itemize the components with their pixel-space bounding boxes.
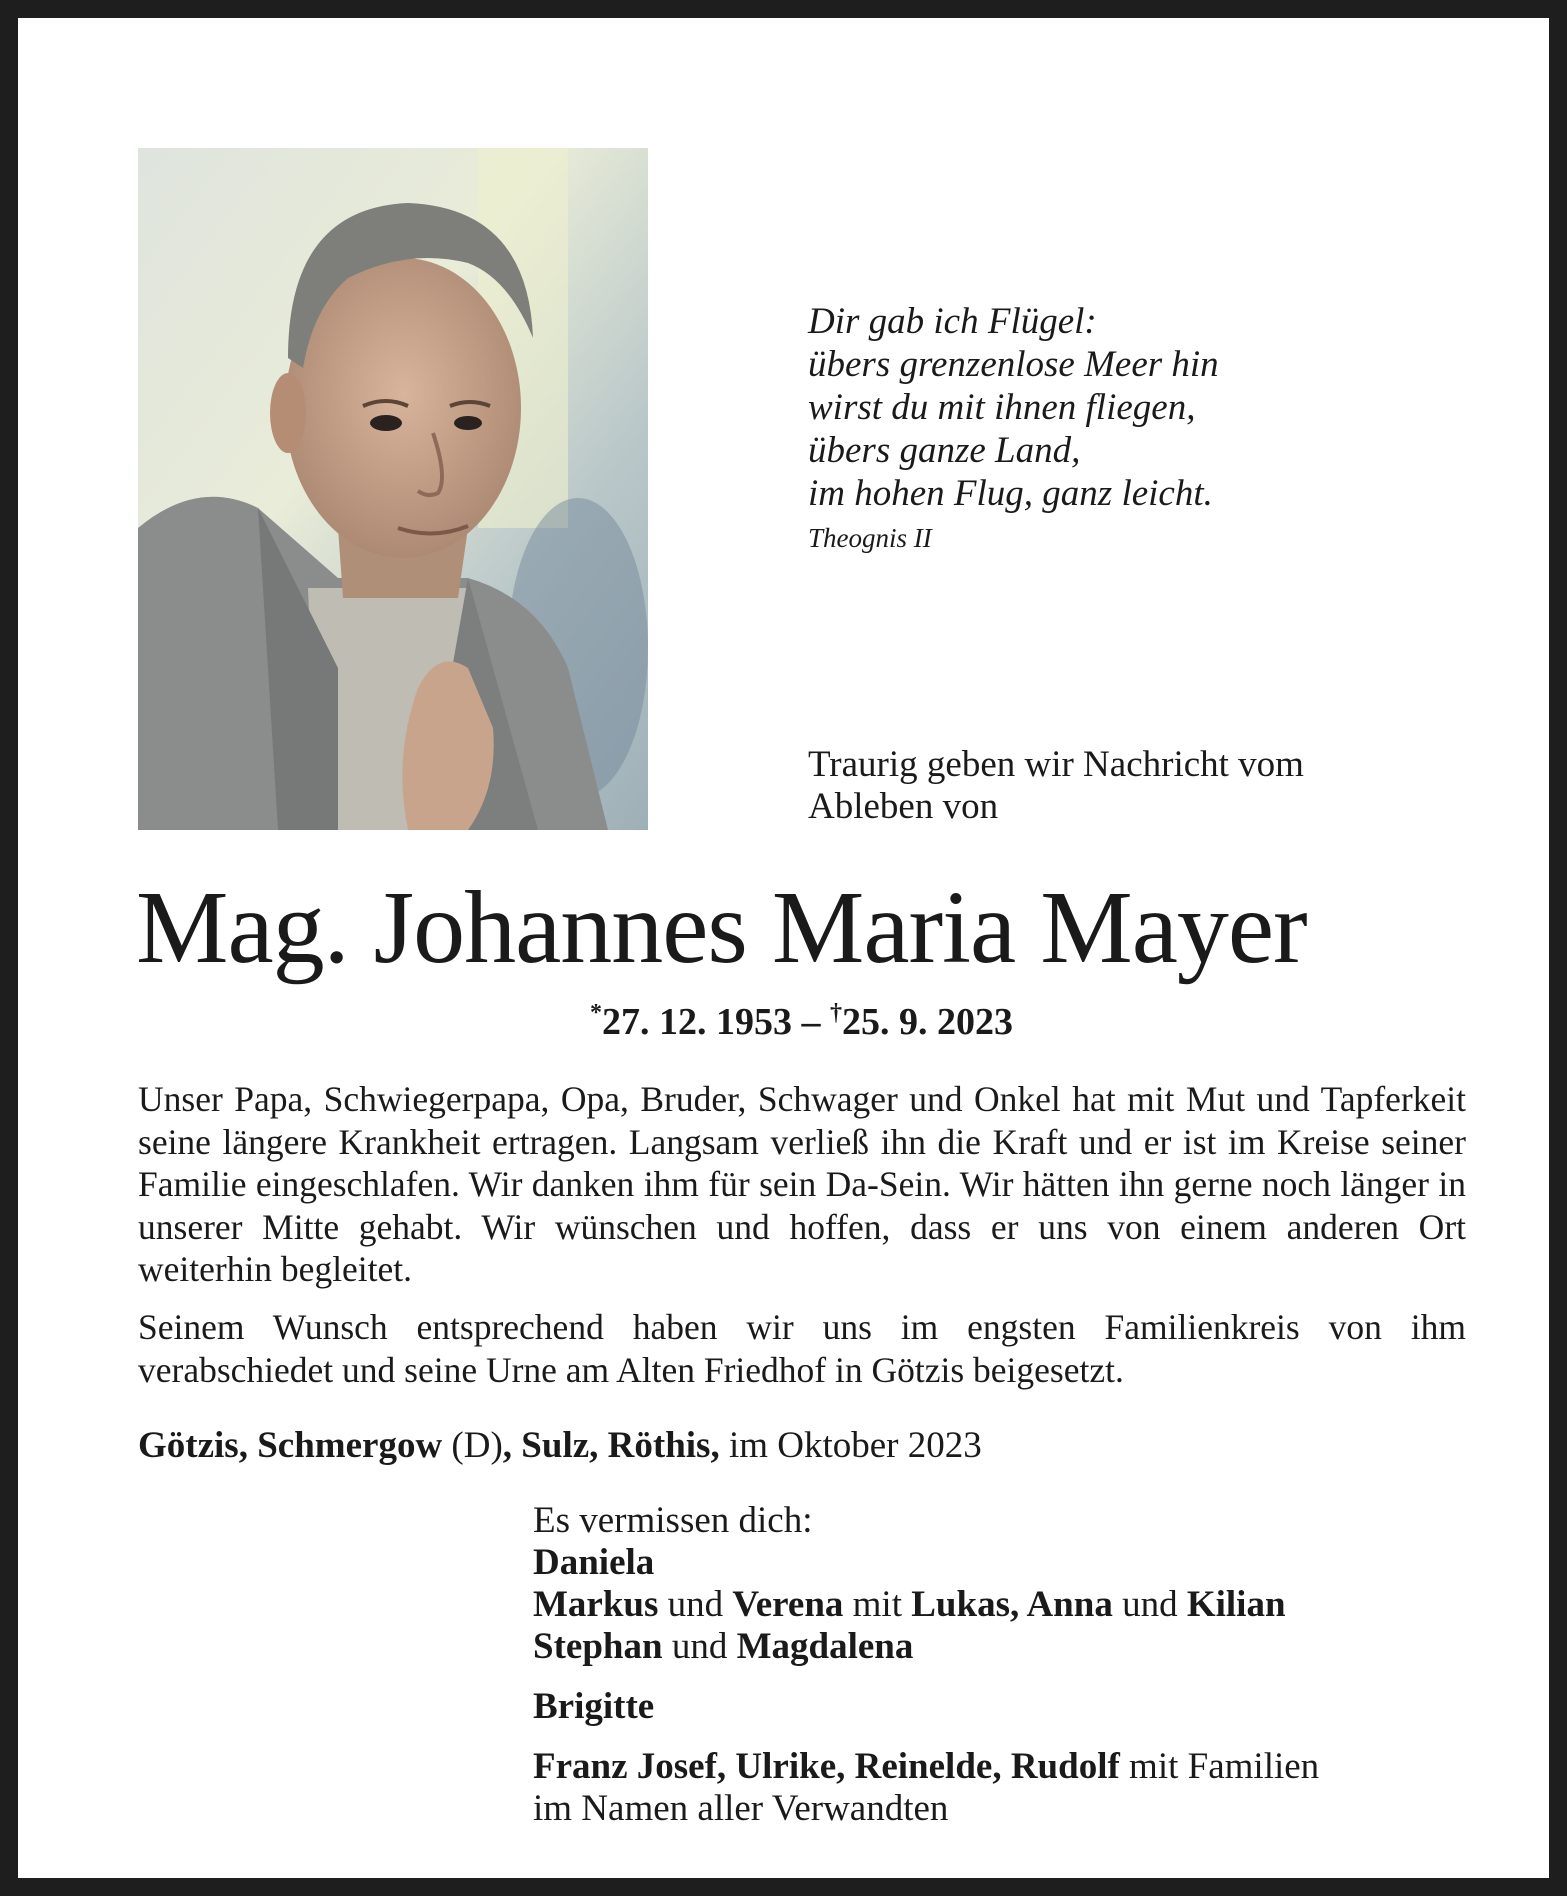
quote-source: Theognis II	[808, 523, 932, 553]
birth-symbol: *	[590, 1000, 602, 1026]
life-dates	[18, 1000, 1567, 1044]
portrait-illustration	[138, 148, 648, 830]
quote-line: übers grenzenlose Meer hin	[808, 344, 1219, 385]
connector: mit Familien	[1119, 1746, 1320, 1787]
place-names-more: , Sulz, Röthis,	[502, 1425, 720, 1466]
announcement-line: Ableben von	[808, 786, 999, 827]
connector: und	[1112, 1584, 1187, 1625]
quote-line: wirst du mit ihnen fliegen,	[808, 387, 1196, 428]
announcement-text	[808, 744, 1304, 828]
connector: und	[662, 1626, 737, 1667]
mourner-name: Magdalena	[736, 1626, 914, 1667]
notice-date: im Oktober 2023	[719, 1425, 982, 1466]
mourner-row	[533, 1626, 1319, 1668]
places-and-date	[138, 1424, 982, 1467]
portrait-photo	[138, 148, 648, 830]
quote-line: übers ganze Land,	[808, 430, 1081, 471]
birth-date: 27. 12. 1953	[602, 1001, 792, 1043]
mourner-name: Verena	[732, 1584, 844, 1625]
epitaph-quote	[808, 300, 1219, 515]
announcement-line: Traurig geben wir Nachricht vom	[808, 744, 1304, 785]
mourner-name: Kilian	[1186, 1584, 1286, 1625]
quote-line: Dir gab ich Flügel:	[808, 301, 1097, 342]
mourner-name: Franz Josef, Ulrike, Reinelde, Rudolf	[533, 1746, 1120, 1787]
mourner-name: Lukas, Anna	[911, 1584, 1113, 1625]
date-separator: –	[792, 1001, 830, 1043]
mourner-name: Daniela	[533, 1542, 655, 1583]
mourners-list	[533, 1500, 1319, 1830]
deceased-name: Mag. Johannes Maria Mayer	[136, 870, 1307, 985]
death-date: 25. 9. 2023	[842, 1001, 1013, 1043]
mourners-closing: im Namen aller Verwandten	[533, 1788, 949, 1829]
burial-paragraph: Seinem Wunsch entsprechend haben wir uns im engsten Familienkreis von ihm verabschiedet und seine Urne am Alten Friedhof in Götzis beigesetzt.	[138, 1307, 1466, 1390]
death-symbol: †	[830, 1000, 842, 1026]
obituary-paragraph: Unser Papa, Schwiegerpapa, Opa, Bruder, Schwager und Onkel hat mit Mut und Tapferkeit seine längere Krankheit ertragen. Langsam verließ ihn die Kraft und er ist im Kreise seiner Familie eingeschlafen. Wir danken ihm für sein Da-Sein. Wir hätten ihn gerne noch länger in unserer Mitte gehabt. Wir wünschen und hoffen, dass er uns von einem anderen Ort weiterhin begleitet.	[138, 1079, 1466, 1289]
connector: und	[658, 1584, 733, 1625]
place-note: (D)	[442, 1425, 503, 1466]
place-names: Götzis, Schmergow	[138, 1425, 443, 1466]
mourner-name: Markus	[533, 1584, 659, 1625]
mourners-intro: Es vermissen dich:	[533, 1500, 813, 1541]
mourner-name: Stephan	[533, 1626, 663, 1667]
mourner-row	[533, 1584, 1319, 1626]
mourner-name: Brigitte	[533, 1686, 655, 1727]
connector: mit	[843, 1584, 912, 1625]
quote-line: im hohen Flug, ganz leicht.	[808, 473, 1213, 514]
mourner-row	[533, 1746, 1319, 1788]
